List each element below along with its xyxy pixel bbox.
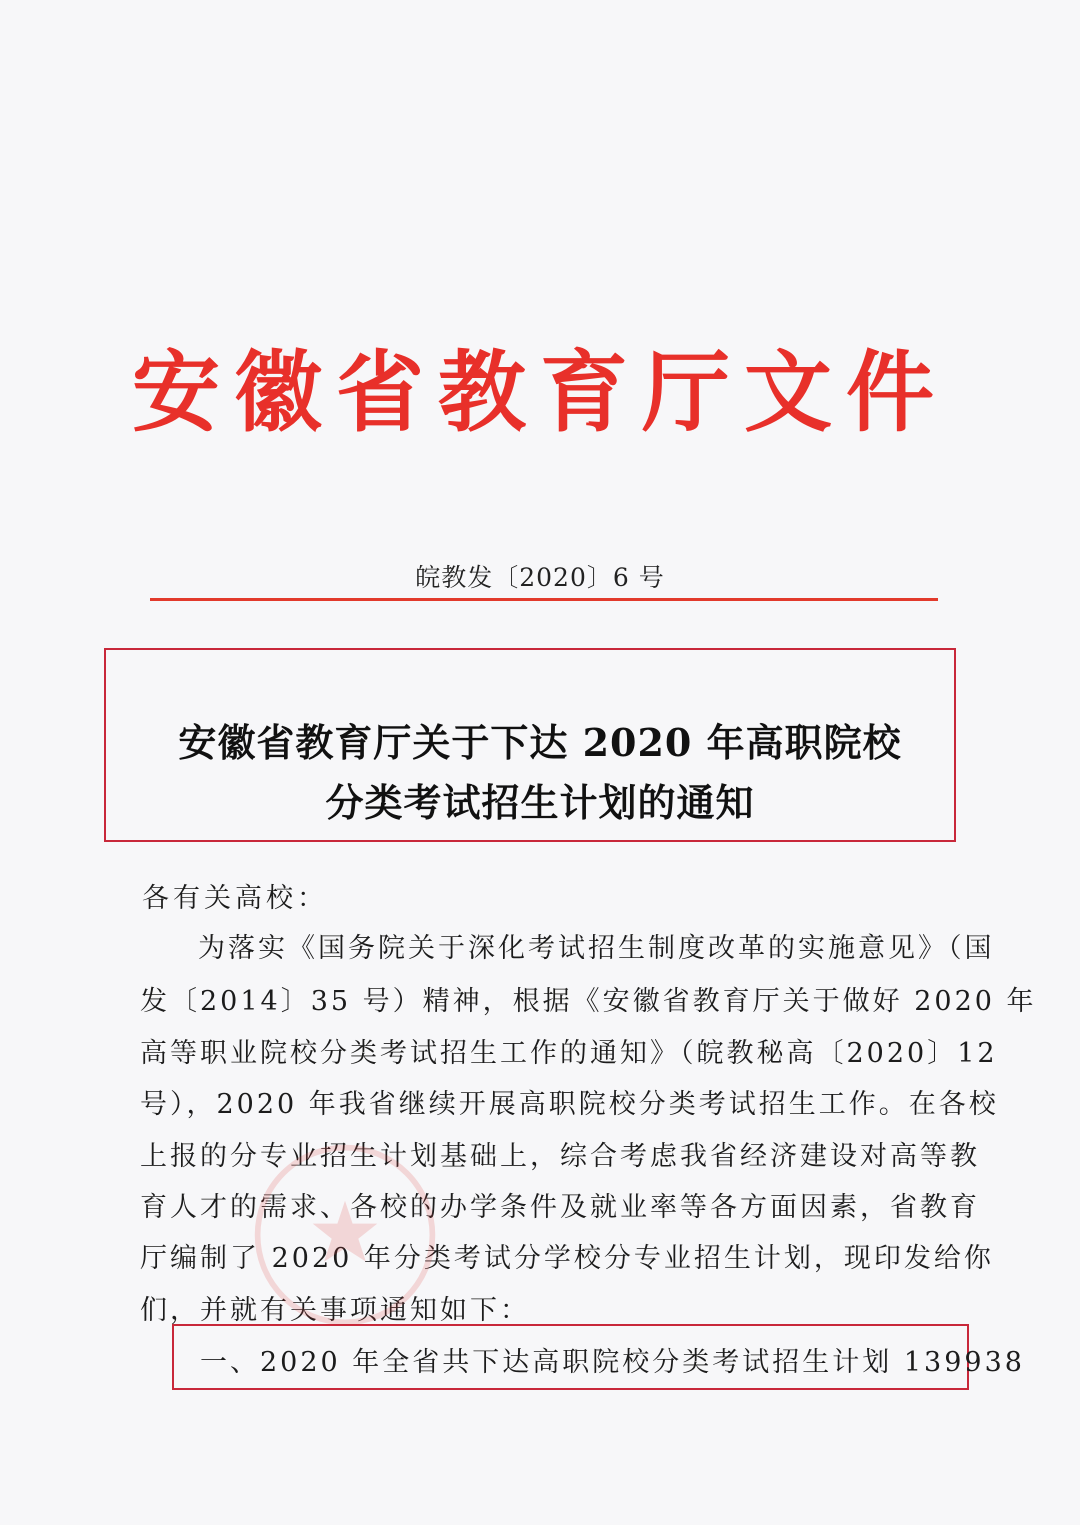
salutation: 各有关高校： — [142, 883, 328, 914]
paragraph-line: 上报的分专业招生计划基础上，综合考虑我省经济建设对高等教 — [140, 1141, 980, 1172]
faint-seal-stamp — [250, 1140, 440, 1330]
paragraph-line: 号），2020 年我省继续开展高职院校分类考试招生工作。在各校 — [140, 1089, 999, 1120]
notice-title-line-2: 分类考试招生计划的通知 — [325, 780, 755, 825]
paragraph-line: 发〔2014〕35 号）精神，根据《安徽省教育厅关于做好 2020 年 — [140, 986, 1037, 1017]
paragraph-line: 们，并就有关事项通知如下： — [140, 1295, 530, 1326]
paragraph-line: 为落实《国务院关于深化考试招生制度改革的实施意见》（国 — [198, 933, 995, 964]
paragraph-line: 育人才的需求、各校的办学条件及就业率等各方面因素，省教育 — [140, 1192, 980, 1223]
issuer-header-title: 安徽省教育厅文件 — [131, 341, 948, 444]
item-1-line: 一、2020 年全省共下达高职院校分类考试招生计划 139938 — [200, 1347, 1025, 1378]
paragraph-line: 高等职业院校分类考试招生工作的通知》（皖教秘高〔2020〕12 — [140, 1038, 998, 1069]
notice-title-line-1: 安徽省教育厅关于下达 2020 年高职院校 — [178, 720, 902, 765]
header-red-rule — [150, 598, 938, 601]
paragraph-line: 厅编制了 2020 年分类考试分学校分专业招生计划，现印发给你 — [140, 1243, 994, 1274]
document-number: 皖教发〔2020〕6 号 — [415, 563, 665, 592]
